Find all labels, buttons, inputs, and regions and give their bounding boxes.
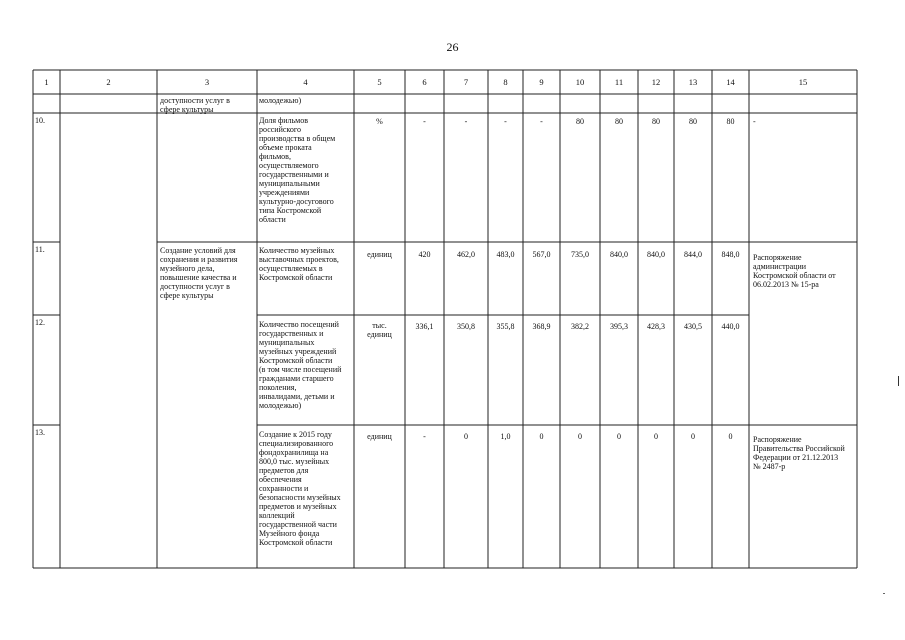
- value-cell: 483,0: [496, 250, 515, 259]
- row-number: 11.: [35, 245, 45, 254]
- indicator-name: Создание к 2015 году специализированного фондохранилища на 800,0 тыс. музейных предметов для обеспечения сохранности и безопасности музейных предметов и музейных коллекций государственной части Музейного фонда Костромской области: [259, 430, 341, 547]
- value-cell: 0: [578, 432, 582, 441]
- col-header-6: 6: [422, 77, 427, 87]
- value-cell: 1,0: [500, 432, 511, 441]
- value-cell: 0: [691, 432, 695, 441]
- value-cell: 440,0: [721, 322, 740, 331]
- carryover-task-text: доступности услуг в сфере культуры: [160, 96, 230, 114]
- value-cell: 735,0: [571, 250, 589, 259]
- col-header-14: 14: [726, 77, 735, 87]
- col-header-2: 2: [106, 77, 111, 87]
- col-header-11: 11: [614, 77, 624, 87]
- regulatory-doc: Распоряжение администрации Костромской области от 06.02.2013 № 15-ра: [753, 253, 836, 289]
- row-number: 10.: [35, 116, 45, 125]
- row-number: 12.: [35, 318, 45, 327]
- task-description: Создание условий для сохранения и развития музейного дела, повышение качества и доступности услуг в сфере культуры: [160, 246, 238, 300]
- carryover-indicator-text: молодежью): [259, 96, 302, 105]
- unit: тыс. единиц: [367, 321, 392, 339]
- value-cell: 840,0: [647, 250, 665, 259]
- value-cell: 420: [418, 250, 431, 259]
- unit: единиц: [367, 250, 392, 259]
- value-cell: 0: [654, 432, 658, 441]
- value-cell: 844,0: [684, 250, 702, 259]
- value-cell: 80: [689, 117, 697, 126]
- value-cell: 350,8: [457, 322, 475, 331]
- value-cell: -: [464, 117, 468, 126]
- value-cell: 567,0: [532, 250, 551, 259]
- value-cell: 395,3: [610, 322, 628, 331]
- col-header-5: 5: [377, 77, 382, 87]
- col-header-7: 7: [463, 77, 469, 87]
- unit: %: [376, 117, 383, 126]
- value-cell: 355,8: [496, 322, 515, 331]
- value-cell: 848,0: [721, 250, 740, 259]
- col-header-13: 13: [688, 77, 698, 87]
- regulatory-doc: Распоряжение Правительства Российской Федерации от 21.12.2013 № 2487-р: [753, 435, 845, 471]
- col-header-15: 15: [798, 77, 808, 87]
- col-header-8: 8: [503, 77, 508, 87]
- value-cell: 368,9: [532, 322, 551, 331]
- value-cell: 336,1: [415, 322, 434, 331]
- value-cell: 840,0: [610, 250, 628, 259]
- value-cell: 80: [652, 117, 660, 126]
- value-cell: 80: [615, 117, 623, 126]
- value-cell: 0: [728, 432, 733, 441]
- value-cell: -: [504, 117, 507, 126]
- indicator-name: Количество музейных выставочных проектов, осуществляемых в Костромской области: [259, 246, 339, 282]
- scan-speck: [883, 593, 885, 594]
- value-cell: 0: [617, 432, 621, 441]
- value-cell: -: [423, 117, 426, 126]
- col-header-12: 12: [651, 77, 661, 87]
- value-cell: 80: [726, 117, 735, 126]
- indicator-name: Доля фильмов российского производства в общем объеме проката фильмов, осуществляемого государственными и муниципальными учреждениями культурно-досугового типа Костромской области: [259, 116, 336, 224]
- scan-edge-mark: [898, 376, 899, 386]
- row-number: 13.: [35, 428, 45, 437]
- page-number: 26: [446, 40, 459, 54]
- col-header-4: 4: [303, 77, 308, 87]
- value-cell: 382,2: [571, 322, 589, 331]
- col-header-9: 9: [539, 77, 544, 87]
- indicator-name: Количество посещений государственных и муниципальных музейных учреждений Костромской области (в том числе посещений гражданами старшего поколения, инвалидами, детьми и молодежью): [259, 320, 342, 410]
- col-header-10: 10: [575, 77, 585, 87]
- value-cell: 430,5: [684, 322, 702, 331]
- value-cell: 462,0: [457, 250, 475, 259]
- col-header-1: 1: [44, 77, 49, 87]
- value-cell: -: [423, 432, 426, 441]
- unit: единиц: [367, 432, 392, 441]
- regulatory-doc: -: [753, 117, 756, 126]
- value-cell: 428,3: [647, 322, 665, 331]
- value-cell: -: [540, 117, 543, 126]
- value-cell: 80: [576, 117, 584, 126]
- value-cell: 0: [539, 432, 544, 441]
- value-cell: 0: [464, 432, 468, 441]
- col-header-3: 3: [204, 77, 210, 87]
